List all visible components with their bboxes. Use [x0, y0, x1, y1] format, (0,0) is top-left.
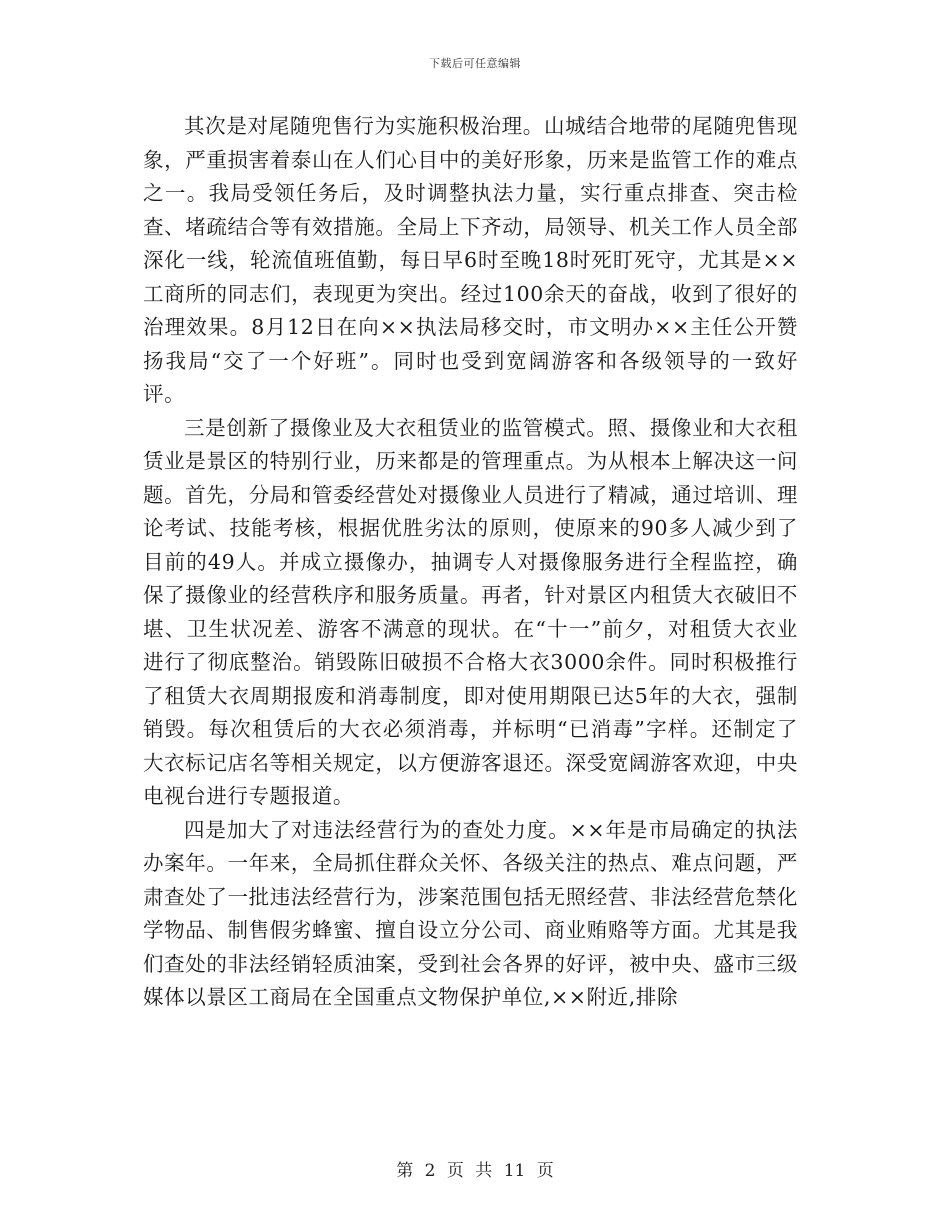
paragraph-tailing-vendors: 其次是对尾随兜售行为实施积极治理。山城结合地带的尾随兜售现象，严重损害着泰山在人们心目中的美好形象，历来是监管工作的难点之一。我局受领任务后，及时调整执法力量，实行重点排查、突击检查、堵疏结合等有效措施。全局上下齐动，局领导、机关工作人员全部深化一线，轮流值班值勤，每日早6时至晚18时死盯死守，尤其是××工商所的同志们，表现更为突出。经过100余天的奋战，收到了很好的治理效果。8月12日在向××执法局移交时，市文明办××主任公开赞扬我局“交了一个好班”。同时也受到宽阔游客和各级领导的一致好评。 [143, 114, 798, 406]
paragraph-photo-coat-rental: 三是创新了摄像业及大衣租赁业的监管模式。照、摄像业和大衣租赁业是景区的特别行业，历来都是的管理重点。为从根本上解决这一问题。首先，分局和管委经营处对摄像业人员进行了精减，通过培训、理论考试、技能考核，根据优胜劣汰的原则，使原来的90多人减少到了目前的49人。并成立摄像办，抽调专人对摄像服务进行全程监控，确保了摄像业的经营秩序和服务质量。再者，针对景区内租赁大衣破旧不堪、卫生状况差、游客不满意的现状。在“十一”前夕，对租赁大衣业进行了彻底整治。销毁陈旧破损不合格大衣3000余件。同时积极推行了租赁大衣周期报废和消毒制度，即对使用期限已达5年的大衣，强制销毁。每次租赁后的大衣必须消毒，并标明“已消毒”字样。还制定了大衣标记店名等相关规定，以方便游客退还。深受宽阔游客欢迎，中央电视台进行专题报道。 [143, 415, 798, 808]
page-number-footer: 第 2 页 共 11 页 [396, 1161, 554, 1181]
paragraph-illegal-business: 四是加大了对违法经营行为的查处力度。××年是市局确定的执法办案年。一年来，全局抓住群众关怀、各级关注的热点、难点问题，严肃查处了一批违法经营行为，涉案范围包括无照经营、非法经营危禁化学物品、制售假劣蜂蜜、擅自设立分公司、商业贿赂等方面。尤其是我们查处的非法经销轻质油案，受到社会各界的好评，被中央、盛市三级媒体以景区工商局在全国重点文物保护单位,××附近,排除 [143, 817, 798, 1009]
page-header-note: 下载后可任意编辑 [429, 57, 521, 70]
document-body [143, 110, 798, 1015]
